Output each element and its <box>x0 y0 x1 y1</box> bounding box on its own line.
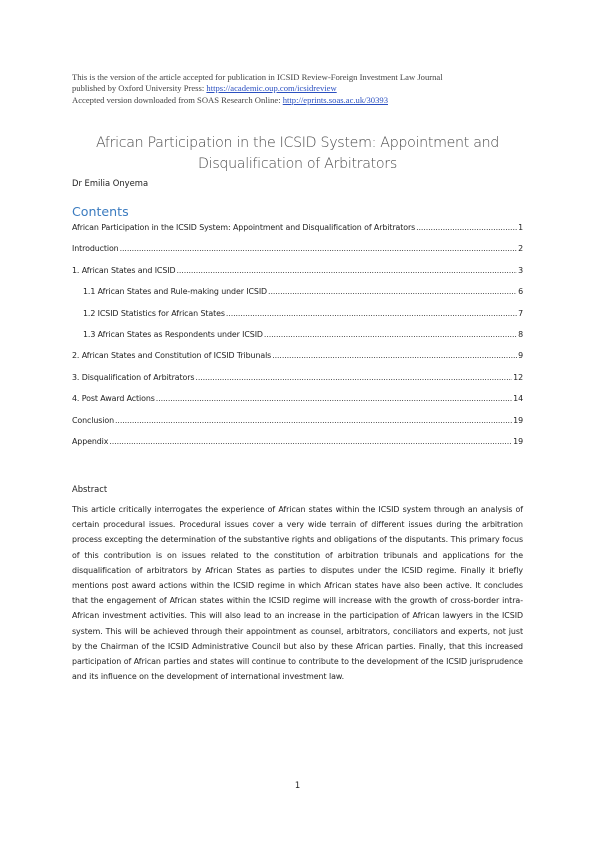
toc-dot-leader <box>416 223 517 232</box>
toc-dot-leader <box>272 351 517 360</box>
toc-entry-label: 3. Disqualification of Arbitrators <box>72 372 195 382</box>
toc-entry-page: 6 <box>518 287 523 297</box>
toc-entry-page: 14 <box>513 394 523 404</box>
toc-entry-label: 1.2 ICSID Statistics for African States <box>83 308 225 318</box>
publication-note-line-2 <box>72 83 532 94</box>
toc-entry[interactable] <box>72 330 523 351</box>
toc-entry[interactable] <box>72 244 523 265</box>
toc-entry-page: 12 <box>513 372 523 382</box>
toc-entry-page: 2 <box>518 244 523 254</box>
table-of-contents <box>72 223 523 458</box>
toc-entry[interactable] <box>72 373 523 394</box>
toc-entry[interactable] <box>72 437 523 458</box>
toc-entry-label: Appendix <box>72 436 109 446</box>
toc-entry-label: 1.3 African States as Respondents under ICSID <box>83 329 263 339</box>
toc-dot-leader <box>195 373 512 382</box>
toc-dot-leader <box>264 330 517 339</box>
toc-entry-page: 8 <box>518 329 523 339</box>
repository-link[interactable]: http://eprints.soas.ac.uk/30393 <box>282 94 388 105</box>
article-title: African Participation in the ICSID System: Appointment and Disqualification of Arbitrators <box>96 135 499 172</box>
toc-entry[interactable] <box>72 309 523 330</box>
toc-entry[interactable] <box>72 287 523 308</box>
toc-dot-leader <box>156 394 512 403</box>
abstract-body: This article critically interrogates the experience of African states within the ICSID system through an analysis of certain procedural issues. Procedural issues cover a very wide terrain of different issues during the arbitration process excepting the determination of the substantive rights and obligations of the disputants. This primary focus of this contribution is on issues related to the constitution of arbitration tribunals and applications for the disqualification of arbitrators by African States as parties to disputes under the ICSID regime. Finally it briefly mentions post award actions within the ICSID regime in which African states have also been active. It concludes that the engagement of African states within the ICSID regime will increase with the growth of cross-border intra-African investment activities. This will also lead to an increase in the participation of African lawyers in the ICSID system. This will be achieved through their appointment as counsel, arbitrators, conciliators and experts, not just by the Chairman of the ICSID Administrative Council but also by these African parties. Finally, that this increased participation of African parties and states will continue to contribute to the development of the ICSID jurisprudence and its influence on the development of international investment law. <box>72 505 523 682</box>
toc-entry-page: 3 <box>518 265 523 275</box>
publication-note <box>72 72 532 106</box>
toc-entry-page: 1 <box>518 223 523 232</box>
toc-entry[interactable] <box>72 416 523 437</box>
toc-entry-label: African Participation in the ICSID System: Appointment and Disqualification of Arbitrators <box>72 223 416 232</box>
toc-dot-leader <box>120 244 517 253</box>
toc-entry-label: 1. African States and ICSID <box>72 265 176 275</box>
repository-text: Accepted version downloaded from SOAS Research Online: <box>72 94 283 105</box>
page-number: 1 <box>294 780 301 790</box>
toc-entry-label: 4. Post Award Actions <box>72 394 155 404</box>
toc-entry-page: 19 <box>513 415 523 425</box>
publisher-text: published by Oxford University Press: <box>72 83 207 94</box>
toc-entry-page: 9 <box>518 351 523 361</box>
toc-entry-page: 19 <box>513 436 523 446</box>
author-name: Dr Emilia Onyema <box>72 178 149 188</box>
publication-note-line-1: This is the version of the article accepted for publication in ICSID Review-Foreign Investment Law Journal <box>72 72 443 82</box>
contents-heading: Contents <box>72 204 129 219</box>
toc-entry[interactable] <box>72 394 523 415</box>
toc-entry-label: 1.1 African States and Rule-making under ICSID <box>83 287 268 297</box>
toc-dot-leader <box>115 416 512 425</box>
toc-dot-leader <box>226 309 517 318</box>
toc-entry-label: 2. African States and Constitution of ICSID Tribunals <box>72 351 272 361</box>
toc-entry[interactable] <box>72 223 523 244</box>
toc-entry-label: Conclusion <box>72 415 115 425</box>
toc-entry[interactable] <box>72 266 523 287</box>
publication-note-line-3 <box>72 95 532 106</box>
abstract-heading: Abstract <box>72 484 108 494</box>
toc-entry-label: Introduction <box>72 244 119 254</box>
toc-entry-page: 7 <box>518 308 523 318</box>
toc-entry[interactable] <box>72 351 523 372</box>
journal-link[interactable]: https://academic.oup.com/icsidreview <box>206 83 337 94</box>
toc-dot-leader <box>176 266 517 275</box>
toc-dot-leader <box>109 437 512 446</box>
toc-dot-leader <box>268 287 517 296</box>
